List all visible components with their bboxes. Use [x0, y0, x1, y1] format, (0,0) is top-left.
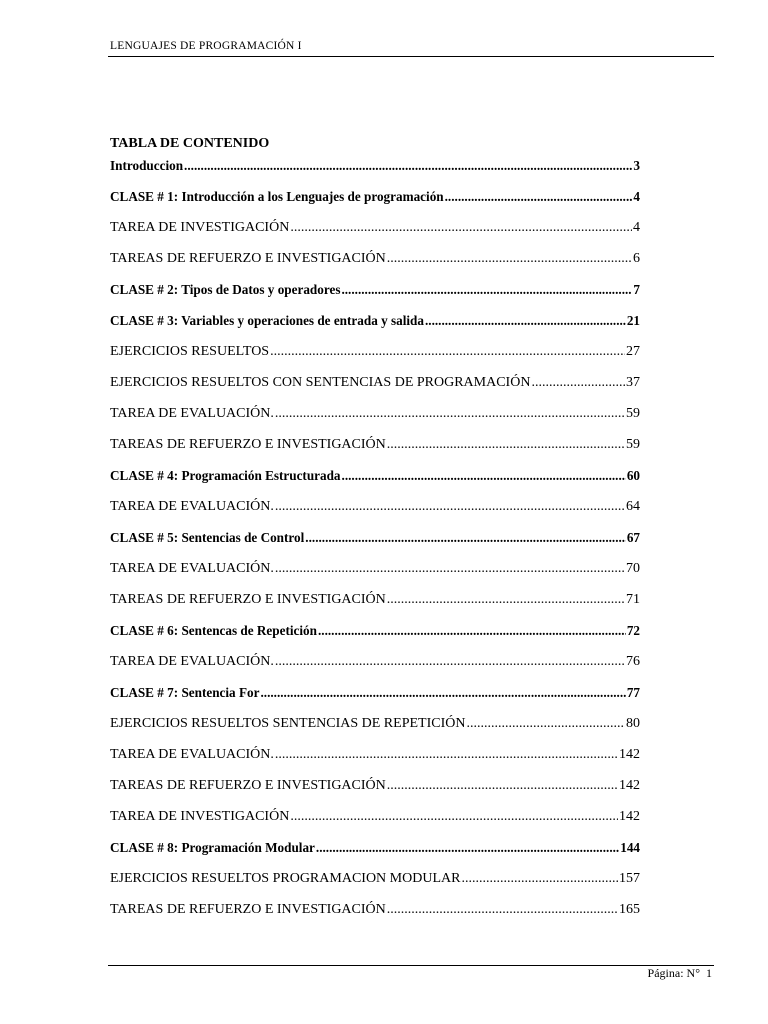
toc-leader-dots	[342, 468, 626, 484]
toc-entry[interactable]	[110, 437, 640, 468]
toc-entry[interactable]	[110, 902, 640, 933]
toc-entry[interactable]	[110, 840, 640, 871]
toc-list	[110, 158, 640, 933]
toc-leader-dots	[425, 313, 626, 329]
toc-entry[interactable]	[110, 561, 640, 592]
toc-entry[interactable]	[110, 623, 640, 654]
toc-leader-dots	[305, 530, 626, 546]
toc-entry[interactable]	[110, 871, 640, 902]
toc-leader-dots	[341, 282, 632, 298]
toc-leader-dots	[260, 685, 625, 701]
toc-leader-dots	[275, 561, 625, 577]
toc-entry-label: EJERCICIOS RESUELTOS CON SENTENCIAS DE PROGRAMACIÓN	[110, 375, 531, 390]
toc-leader-dots	[318, 623, 626, 639]
toc-entry-page: 21	[626, 313, 640, 328]
toc-entry[interactable]	[110, 716, 640, 747]
toc-entry[interactable]	[110, 654, 640, 685]
toc-entry-label: TAREAS DE REFUERZO E INVESTIGACIÓN	[110, 778, 386, 793]
toc-entry-label: TAREAS DE REFUERZO E INVESTIGACIÓN	[110, 251, 386, 266]
toc-entry-page: 70	[626, 561, 640, 576]
toc-entry-page: 60	[626, 468, 640, 483]
toc-entry[interactable]	[110, 592, 640, 623]
toc-entry-label: EJERCICIOS RESUELTOS SENTENCIAS DE REPETICIÓN	[110, 716, 466, 731]
toc-entry-page: 4	[633, 189, 640, 204]
toc-entry[interactable]	[110, 251, 640, 282]
toc-entry-label: CLASE # 3: Variables y operaciones de entrada y salida	[110, 313, 424, 328]
toc-entry-label: CLASE # 6: Sentencas de Repetición	[110, 623, 317, 638]
toc-leader-dots	[275, 654, 625, 670]
toc-leader-dots	[275, 499, 625, 515]
toc-leader-dots	[387, 437, 625, 453]
toc-entry[interactable]	[110, 344, 640, 375]
toc-entry-page: 142	[619, 809, 640, 824]
toc-entry-label: TAREAS DE REFUERZO E INVESTIGACIÓN	[110, 902, 386, 917]
toc-leader-dots	[445, 189, 633, 205]
toc-entry-page: 7	[633, 282, 640, 297]
toc-entry-label: TAREAS DE REFUERZO E INVESTIGACIÓN	[110, 437, 386, 452]
toc-leader-dots	[275, 747, 618, 763]
toc-entry[interactable]	[110, 220, 640, 251]
toc-entry-page: 59	[626, 437, 640, 452]
toc-entry-page: 37	[626, 375, 640, 390]
toc-entry-page: 3	[633, 158, 640, 173]
page-footer	[648, 966, 712, 981]
toc-leader-dots	[461, 871, 618, 887]
toc-leader-dots	[531, 375, 625, 391]
toc-entry-label: CLASE # 7: Sentencia For	[110, 685, 260, 700]
toc-entry-label: TAREA DE EVALUACIÓN.	[110, 747, 274, 762]
toc-entry-page: 4	[633, 220, 640, 235]
toc-entry-label: TAREA DE INVESTIGACIÓN	[110, 809, 290, 824]
toc-entry-page: 80	[626, 716, 640, 731]
toc-leader-dots	[275, 406, 625, 422]
toc-entry-page: 144	[620, 840, 640, 855]
toc-entry[interactable]	[110, 685, 640, 716]
toc-entry-label: TAREA DE EVALUACIÓN.	[110, 499, 274, 514]
toc-entry-label: CLASE # 2: Tipos de Datos y operadores	[110, 282, 341, 297]
toc-entry[interactable]	[110, 809, 640, 840]
toc-leader-dots	[316, 840, 619, 856]
toc-leader-dots	[387, 778, 618, 794]
toc-leader-dots	[270, 344, 625, 360]
toc-entry-page: 157	[619, 871, 640, 886]
toc-entry-label: EJERCICIOS RESUELTOS PROGRAMACION MODULAR	[110, 871, 461, 886]
page-label: Página: N°	[647, 966, 700, 980]
toc-entry-label: TAREA DE INVESTIGACIÓN	[110, 220, 290, 235]
toc-entry[interactable]	[110, 468, 640, 499]
toc-entry-label: TAREA DE EVALUACIÓN.	[110, 406, 274, 421]
toc-leader-dots	[387, 592, 625, 608]
toc-entry[interactable]	[110, 530, 640, 561]
toc-leader-dots	[290, 220, 632, 236]
toc-entry-label: EJERCICIOS RESUELTOS	[110, 344, 270, 359]
toc-entry[interactable]	[110, 282, 640, 313]
toc-entry[interactable]	[110, 313, 640, 344]
toc-entry[interactable]	[110, 747, 640, 778]
toc-leader-dots	[387, 902, 618, 918]
toc-entry-page: 59	[626, 406, 640, 421]
footer-rule	[108, 965, 714, 966]
toc-entry-page: 27	[626, 344, 640, 359]
toc-entry[interactable]	[110, 778, 640, 809]
toc-entry-page: 71	[626, 592, 640, 607]
toc-leader-dots	[387, 251, 632, 267]
toc-entry-page: 72	[626, 623, 640, 638]
toc-entry-page: 142	[619, 747, 640, 762]
toc-entry-label: CLASE # 5: Sentencias de Control	[110, 530, 305, 545]
toc-entry-page: 142	[619, 778, 640, 793]
running-header: LENGUAJES DE PROGRAMACIÓN I	[110, 40, 302, 52]
page-number: 1	[706, 966, 712, 980]
toc-entry-page: 77	[626, 685, 640, 700]
toc-entry-label: CLASE # 8: Programación Modular	[110, 840, 315, 855]
toc-entry[interactable]	[110, 189, 640, 220]
toc-entry-label: CLASE # 4: Programación Estructurada	[110, 468, 341, 483]
toc-entry-label: TAREA DE EVALUACIÓN.	[110, 654, 274, 669]
toc-entry[interactable]	[110, 158, 640, 189]
header-rule	[108, 56, 714, 57]
toc-leader-dots	[184, 158, 632, 174]
toc-entry[interactable]	[110, 375, 640, 406]
toc-entry-page: 76	[626, 654, 640, 669]
toc-leader-dots	[290, 809, 618, 825]
toc-entry[interactable]	[110, 406, 640, 437]
toc-entry[interactable]	[110, 499, 640, 530]
toc-entry-label: TAREA DE EVALUACIÓN.	[110, 561, 274, 576]
toc-title: TABLA DE CONTENIDO	[110, 136, 270, 151]
toc-leader-dots	[466, 716, 625, 732]
toc-entry-page: 64	[626, 499, 640, 514]
toc-entry-label: Introduccion	[110, 158, 184, 173]
toc-entry-label: TAREAS DE REFUERZO E INVESTIGACIÓN	[110, 592, 386, 607]
toc-entry-page: 67	[626, 530, 640, 545]
toc-entry-page: 6	[633, 251, 640, 266]
toc-entry-label: CLASE # 1: Introducción a los Lenguajes de programación	[110, 189, 444, 204]
toc-entry-page: 165	[619, 902, 640, 917]
